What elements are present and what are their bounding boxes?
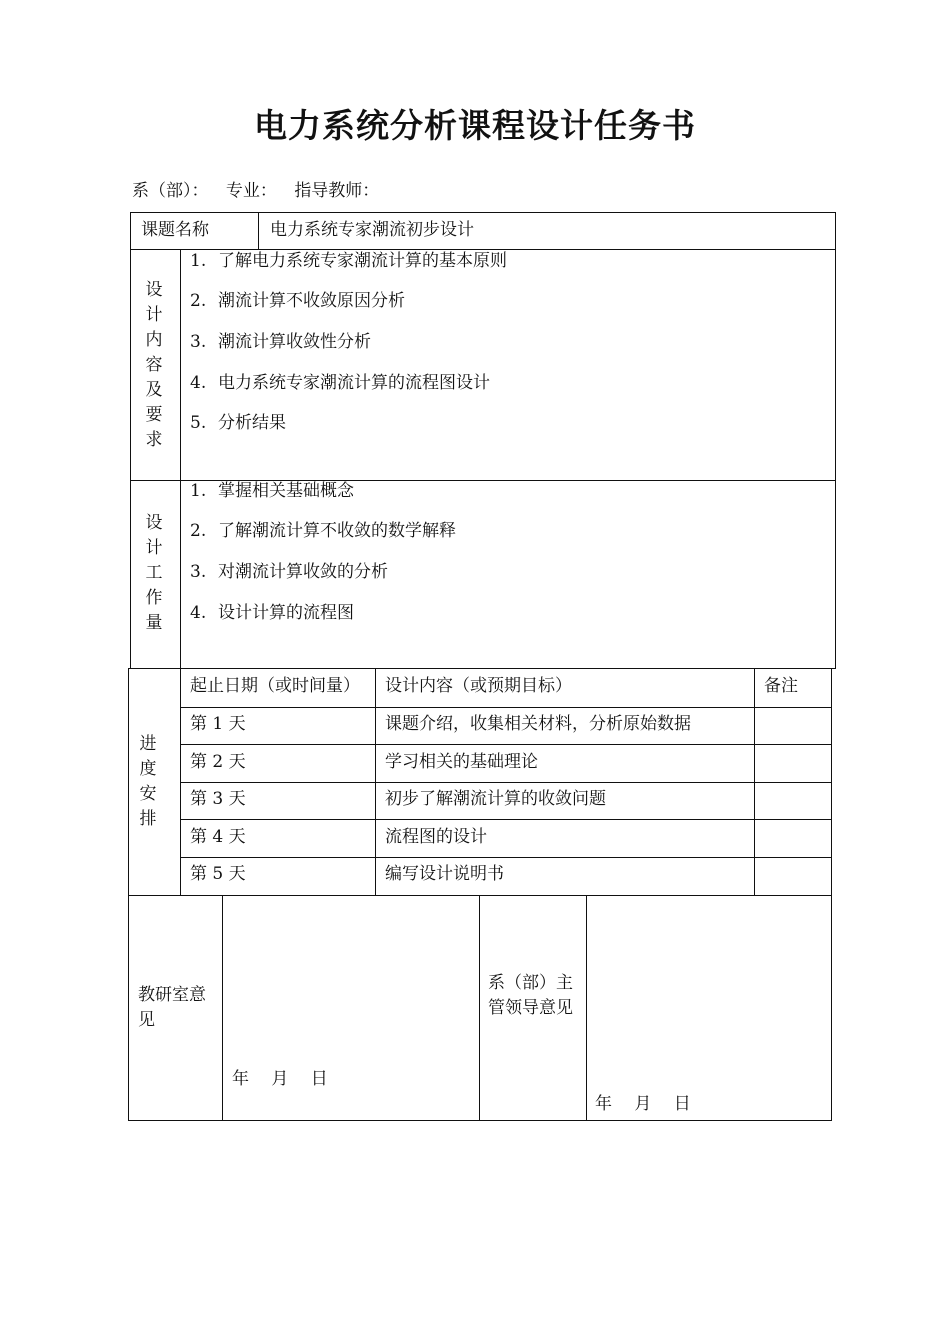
list-item-text: 对潮流计算收敛的分析 [218, 562, 388, 582]
list-item-number: 3. [190, 332, 207, 352]
list-item-text: 电力系统专家潮流计算的流程图设计 [218, 373, 490, 393]
workload-label [130, 511, 178, 636]
advisor-label: 指导教师： [294, 181, 380, 201]
design-content-label-text: 设计内容及要求 [145, 280, 163, 450]
list-item-number: 1. [190, 481, 207, 501]
list-item-number: 3. [190, 562, 207, 582]
major-label: 专业： [225, 181, 277, 201]
schedule-content: 初步了解潮流计算的收敛问题 [385, 789, 606, 809]
schedule-content: 课题介绍，收集相关材料，分析原始数据 [385, 714, 691, 734]
list-item-text: 掌握相关基础概念 [218, 481, 354, 501]
list-item-number: 4. [190, 603, 207, 623]
opinions-divider-2 [479, 895, 480, 1121]
list-item [190, 564, 388, 581]
list-item [190, 605, 354, 622]
list-item-number: 2. [190, 521, 207, 541]
schedule-label [124, 732, 172, 832]
department-head-date: 年 月 日 [595, 1094, 691, 1114]
list-item-text: 潮流计算收敛性分析 [218, 332, 371, 352]
topic-label: 课题名称 [141, 220, 209, 240]
list-item-text: 了解潮流计算不收敛的数学解释 [218, 521, 456, 541]
schedule-row-divider [180, 707, 832, 708]
schedule-header-content: 设计内容（或预期目标） [385, 676, 572, 696]
schedule-label-text: 进度安排 [139, 734, 157, 829]
design-content-divider [180, 249, 181, 481]
design-content-section [130, 249, 836, 481]
list-item [190, 523, 456, 540]
schedule-day: 第 1 天 [190, 714, 246, 734]
list-item-number: 4. [190, 373, 207, 393]
schedule-row-divider [180, 744, 832, 745]
workload-label-text: 设计工作量 [145, 513, 163, 633]
schedule-content: 编写设计说明书 [385, 864, 504, 884]
topic-row [130, 212, 836, 250]
list-item-text: 了解电力系统专家潮流计算的基本原则 [218, 251, 507, 271]
schedule-content: 流程图的设计 [385, 827, 487, 847]
schedule-day: 第 3 天 [190, 789, 246, 809]
topic-divider [258, 212, 259, 250]
list-item-number: 5. [190, 413, 207, 433]
schedule-row-divider [180, 857, 832, 858]
list-item [190, 334, 371, 351]
list-item [190, 375, 490, 392]
schedule-day: 第 5 天 [190, 864, 246, 884]
list-item-text: 潮流计算不收敛原因分析 [218, 291, 405, 311]
document-title: 电力系统分析课程设计任务书 [254, 106, 696, 145]
schedule-content: 学习相关的基础理论 [385, 752, 538, 772]
list-item-text: 设计计算的流程图 [218, 603, 354, 623]
teaching-office-label: 教研室意见 [138, 985, 206, 1030]
list-item-number: 2. [190, 291, 207, 311]
schedule-day: 第 2 天 [190, 752, 246, 772]
workload-divider [180, 480, 181, 669]
list-item [190, 483, 354, 500]
design-content-label [130, 278, 178, 453]
list-item [190, 293, 405, 310]
schedule-header-date: 起止日期（或时间量） [190, 676, 360, 696]
list-item-number: 1. [190, 251, 207, 271]
teaching-office-date: 年 月 日 [232, 1069, 328, 1089]
list-item [190, 253, 507, 270]
topic-value: 电力系统专家潮流初步设计 [270, 220, 474, 240]
meta-line [132, 176, 391, 201]
schedule-header-note: 备注 [764, 676, 798, 696]
dept-label: 系（部）： [132, 181, 209, 201]
department-head-label: 系（部）主管领导意见 [488, 973, 573, 1018]
schedule-row-divider [180, 819, 832, 820]
opinions-divider-1 [222, 895, 223, 1121]
schedule-day: 第 4 天 [190, 827, 246, 847]
schedule-row-divider [180, 782, 832, 783]
list-item [190, 415, 286, 432]
list-item-text: 分析结果 [218, 413, 286, 433]
opinions-divider-3 [586, 895, 587, 1121]
